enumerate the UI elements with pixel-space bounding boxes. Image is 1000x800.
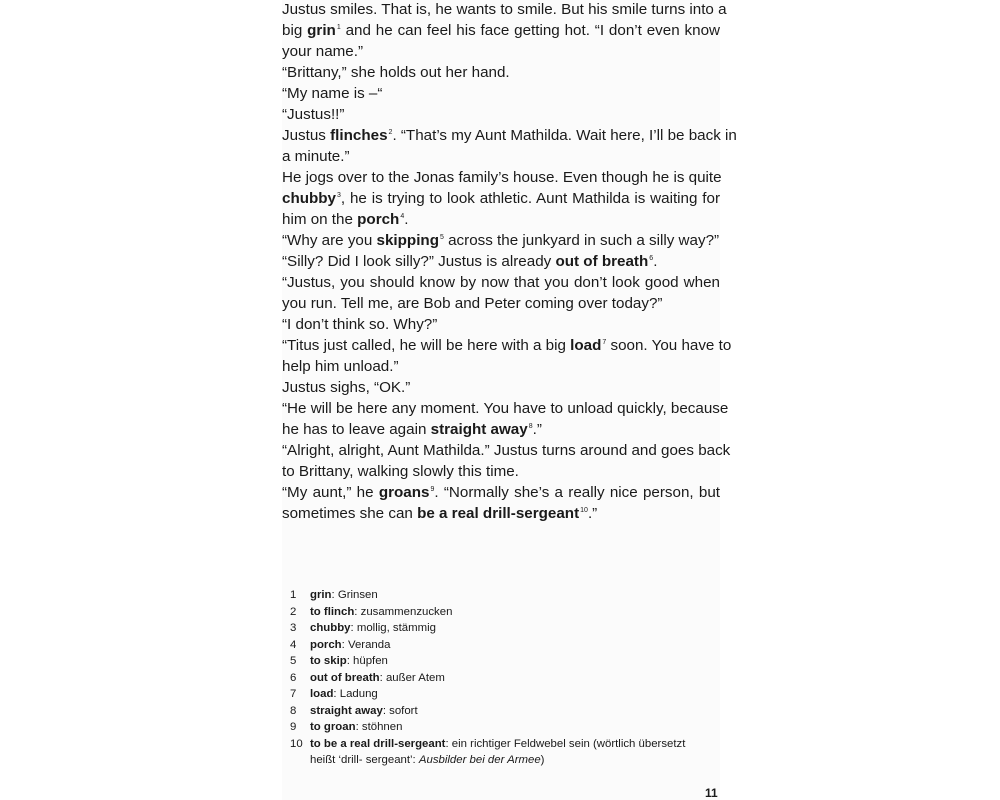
footnote-term: out of breath (310, 671, 380, 684)
footnote-ref: 10 (580, 507, 588, 514)
footnote-ref: 5 (439, 234, 444, 241)
text-line (282, 41, 720, 62)
text-line (282, 335, 732, 356)
text-line (282, 167, 720, 188)
text-run: him on the (282, 211, 358, 228)
footnote-item (282, 637, 720, 654)
text-run: your name.” (282, 43, 364, 60)
footnote-body (310, 686, 378, 703)
footnote-item (282, 719, 720, 736)
text-run: .” (532, 421, 542, 438)
footnote-term: to skip (310, 655, 347, 667)
vocab-term: straight away (430, 421, 528, 438)
footnote-item (282, 587, 720, 604)
text-run: “My aunt,” he (282, 484, 379, 501)
text-line (282, 146, 720, 167)
text-line (282, 62, 720, 83)
footnote-ref: 7 (602, 339, 607, 346)
text-run: big (282, 22, 308, 39)
text-run: “Why are you (282, 232, 377, 249)
footnote-number: 7 (290, 688, 297, 700)
text-line (282, 356, 720, 377)
text-run: “I don’t think so. Why?” (282, 316, 438, 333)
text-run: soon. You have to (606, 337, 732, 354)
footnote-definition: : ein richtiger Feldwebel sein (wörtlich übersetzt (445, 737, 686, 750)
text-run: , he is trying to look athletic. Aunt Mathilda is waiting for (340, 190, 720, 207)
footnote-term: load (310, 688, 334, 700)
footnote-ref: 4 (400, 213, 405, 220)
vocab-term: chubby (282, 190, 337, 207)
footnote-ref: 2 (388, 129, 393, 136)
footnote-body (310, 620, 436, 637)
vocab-term: be a real drill-sergeant (417, 505, 580, 522)
footnote-term: to be a real drill-sergeant (310, 737, 446, 750)
story-text (282, 0, 737, 524)
text-line (282, 0, 727, 20)
text-line (282, 482, 720, 503)
footnote-number: 1 (290, 589, 297, 601)
text-run: Justus (282, 127, 331, 144)
text-run: help him unload.” (282, 358, 399, 375)
footnote-item (282, 686, 720, 703)
text-run: sometimes she can (282, 505, 418, 522)
footnote-ref: 1 (336, 24, 341, 31)
footnote-number: 9 (290, 721, 297, 733)
footnote-definition: : hüpfen (346, 655, 388, 667)
footnote-definition: : Ladung (333, 688, 378, 700)
footnote-ref: 6 (649, 255, 654, 262)
footnote-definition: : sofort (382, 704, 418, 717)
page-number: 11 (705, 786, 718, 800)
footnote-definition: : Grinsen (331, 589, 378, 601)
text-run: . (653, 253, 658, 270)
text-line (282, 125, 737, 146)
footnote-continuation: heißt ‘drill- sergeant’: Ausbilder bei der Armee) (310, 754, 545, 766)
book-page (282, 0, 737, 800)
text-run: .” (587, 505, 598, 522)
footnote-term: chubby (310, 622, 351, 634)
footnote-body (310, 637, 390, 654)
text-run: “My name is –“ (282, 85, 383, 102)
text-line (282, 419, 720, 440)
text-run: and he can feel his face getting hot. “I don’t even know (340, 22, 720, 39)
text-line (282, 104, 720, 125)
footnote-body (310, 670, 445, 687)
text-line (282, 272, 720, 293)
footnote-number: 4 (290, 638, 297, 651)
footnote-item (282, 670, 720, 687)
footnote-item (282, 736, 720, 753)
footnote-number: 8 (290, 704, 297, 717)
footnote-body (310, 587, 378, 604)
footnote-definition: : mollig, stämmig (350, 622, 436, 634)
text-run: “Alright, alright, Aunt Mathilda.” Justus turns around and goes back (282, 442, 731, 459)
text-run: across the junkyard in such a silly way?” (443, 232, 720, 249)
footnote-definition: : Veranda (341, 638, 391, 651)
text-run: He jogs over to the Jonas family’s house. Even though he is quite (282, 169, 722, 186)
footnote-number: 2 (290, 605, 297, 618)
text-run: “Silly? Did I look silly?” Justus is already (282, 253, 556, 270)
text-run: “Brittany,” she holds out her hand. (282, 64, 510, 81)
text-run: . (404, 211, 409, 228)
footnote-definition: : zusammenzucken (354, 605, 453, 618)
footnotes (282, 587, 720, 752)
text-line (282, 251, 720, 272)
footnote-term: porch (310, 638, 342, 651)
footnote-body (310, 736, 685, 753)
footnote-item (282, 653, 720, 670)
footnote-number: 3 (290, 622, 297, 634)
footnote-term: to groan (310, 721, 356, 733)
text-run: . “That’s my Aunt Mathilda. Wait here, I’ll be back in (392, 127, 737, 144)
footnote-definition: : außer Atem (379, 671, 445, 684)
footnote-term: grin (310, 589, 332, 601)
text-run: Justus sighs, “OK.” (282, 379, 411, 396)
footnote-body (310, 703, 418, 720)
footnote-ref: 9 (430, 486, 435, 493)
footnote-item (282, 620, 720, 637)
footnote-term: straight away (310, 704, 383, 717)
text-line (282, 503, 720, 524)
footnote-body (310, 719, 402, 736)
text-line (282, 209, 720, 230)
text-run: Justus smiles. That is, he wants to smile. But his smile turns into a (282, 1, 727, 18)
footnote-body (310, 604, 452, 621)
footnote-ref: 8 (528, 423, 533, 430)
vocab-term: out of breath (555, 253, 649, 270)
footnote-ref: 3 (337, 192, 341, 199)
text-run: “Justus, you should know by now that you don’t look good when (282, 274, 720, 291)
text-line (282, 83, 720, 104)
footnote-number: 10 (290, 737, 303, 750)
footnote-number: 6 (290, 671, 297, 684)
footnote-item (282, 703, 720, 720)
text-run: “Titus just called, he will be here with a big (282, 337, 571, 354)
footnote-body (310, 653, 388, 670)
footnote-item (282, 604, 720, 621)
footnote-definition: : stöhnen (355, 721, 403, 733)
vocab-term: skipping (376, 232, 439, 249)
text-run: . “Normally she’s a really nice person, but (434, 484, 720, 501)
text-line (282, 314, 720, 335)
text-run: “He will be here any moment. You have to unload quickly, because (282, 400, 729, 417)
text-line (282, 461, 720, 482)
text-line (282, 293, 720, 314)
text-run: to Brittany, walking slowly this time. (282, 463, 519, 480)
text-line (282, 440, 731, 461)
vocab-term: grin (307, 22, 336, 39)
text-line (282, 20, 720, 41)
text-line (282, 230, 720, 251)
footnote-term: to flinch (310, 605, 355, 618)
text-run: “Justus!!” (282, 106, 345, 123)
text-line (282, 188, 720, 209)
text-run: you run. Tell me, are Bob and Peter coming over today?” (282, 295, 663, 312)
text-run: he has to leave again (282, 421, 431, 438)
footnote-number: 5 (290, 655, 297, 667)
vocab-term: load (570, 337, 602, 354)
vocab-term: groans (378, 484, 430, 501)
text-run: a minute.” (282, 148, 350, 165)
text-line (282, 377, 720, 398)
vocab-term: porch (357, 211, 400, 228)
text-line (282, 398, 729, 419)
vocab-term: flinches (330, 127, 388, 144)
